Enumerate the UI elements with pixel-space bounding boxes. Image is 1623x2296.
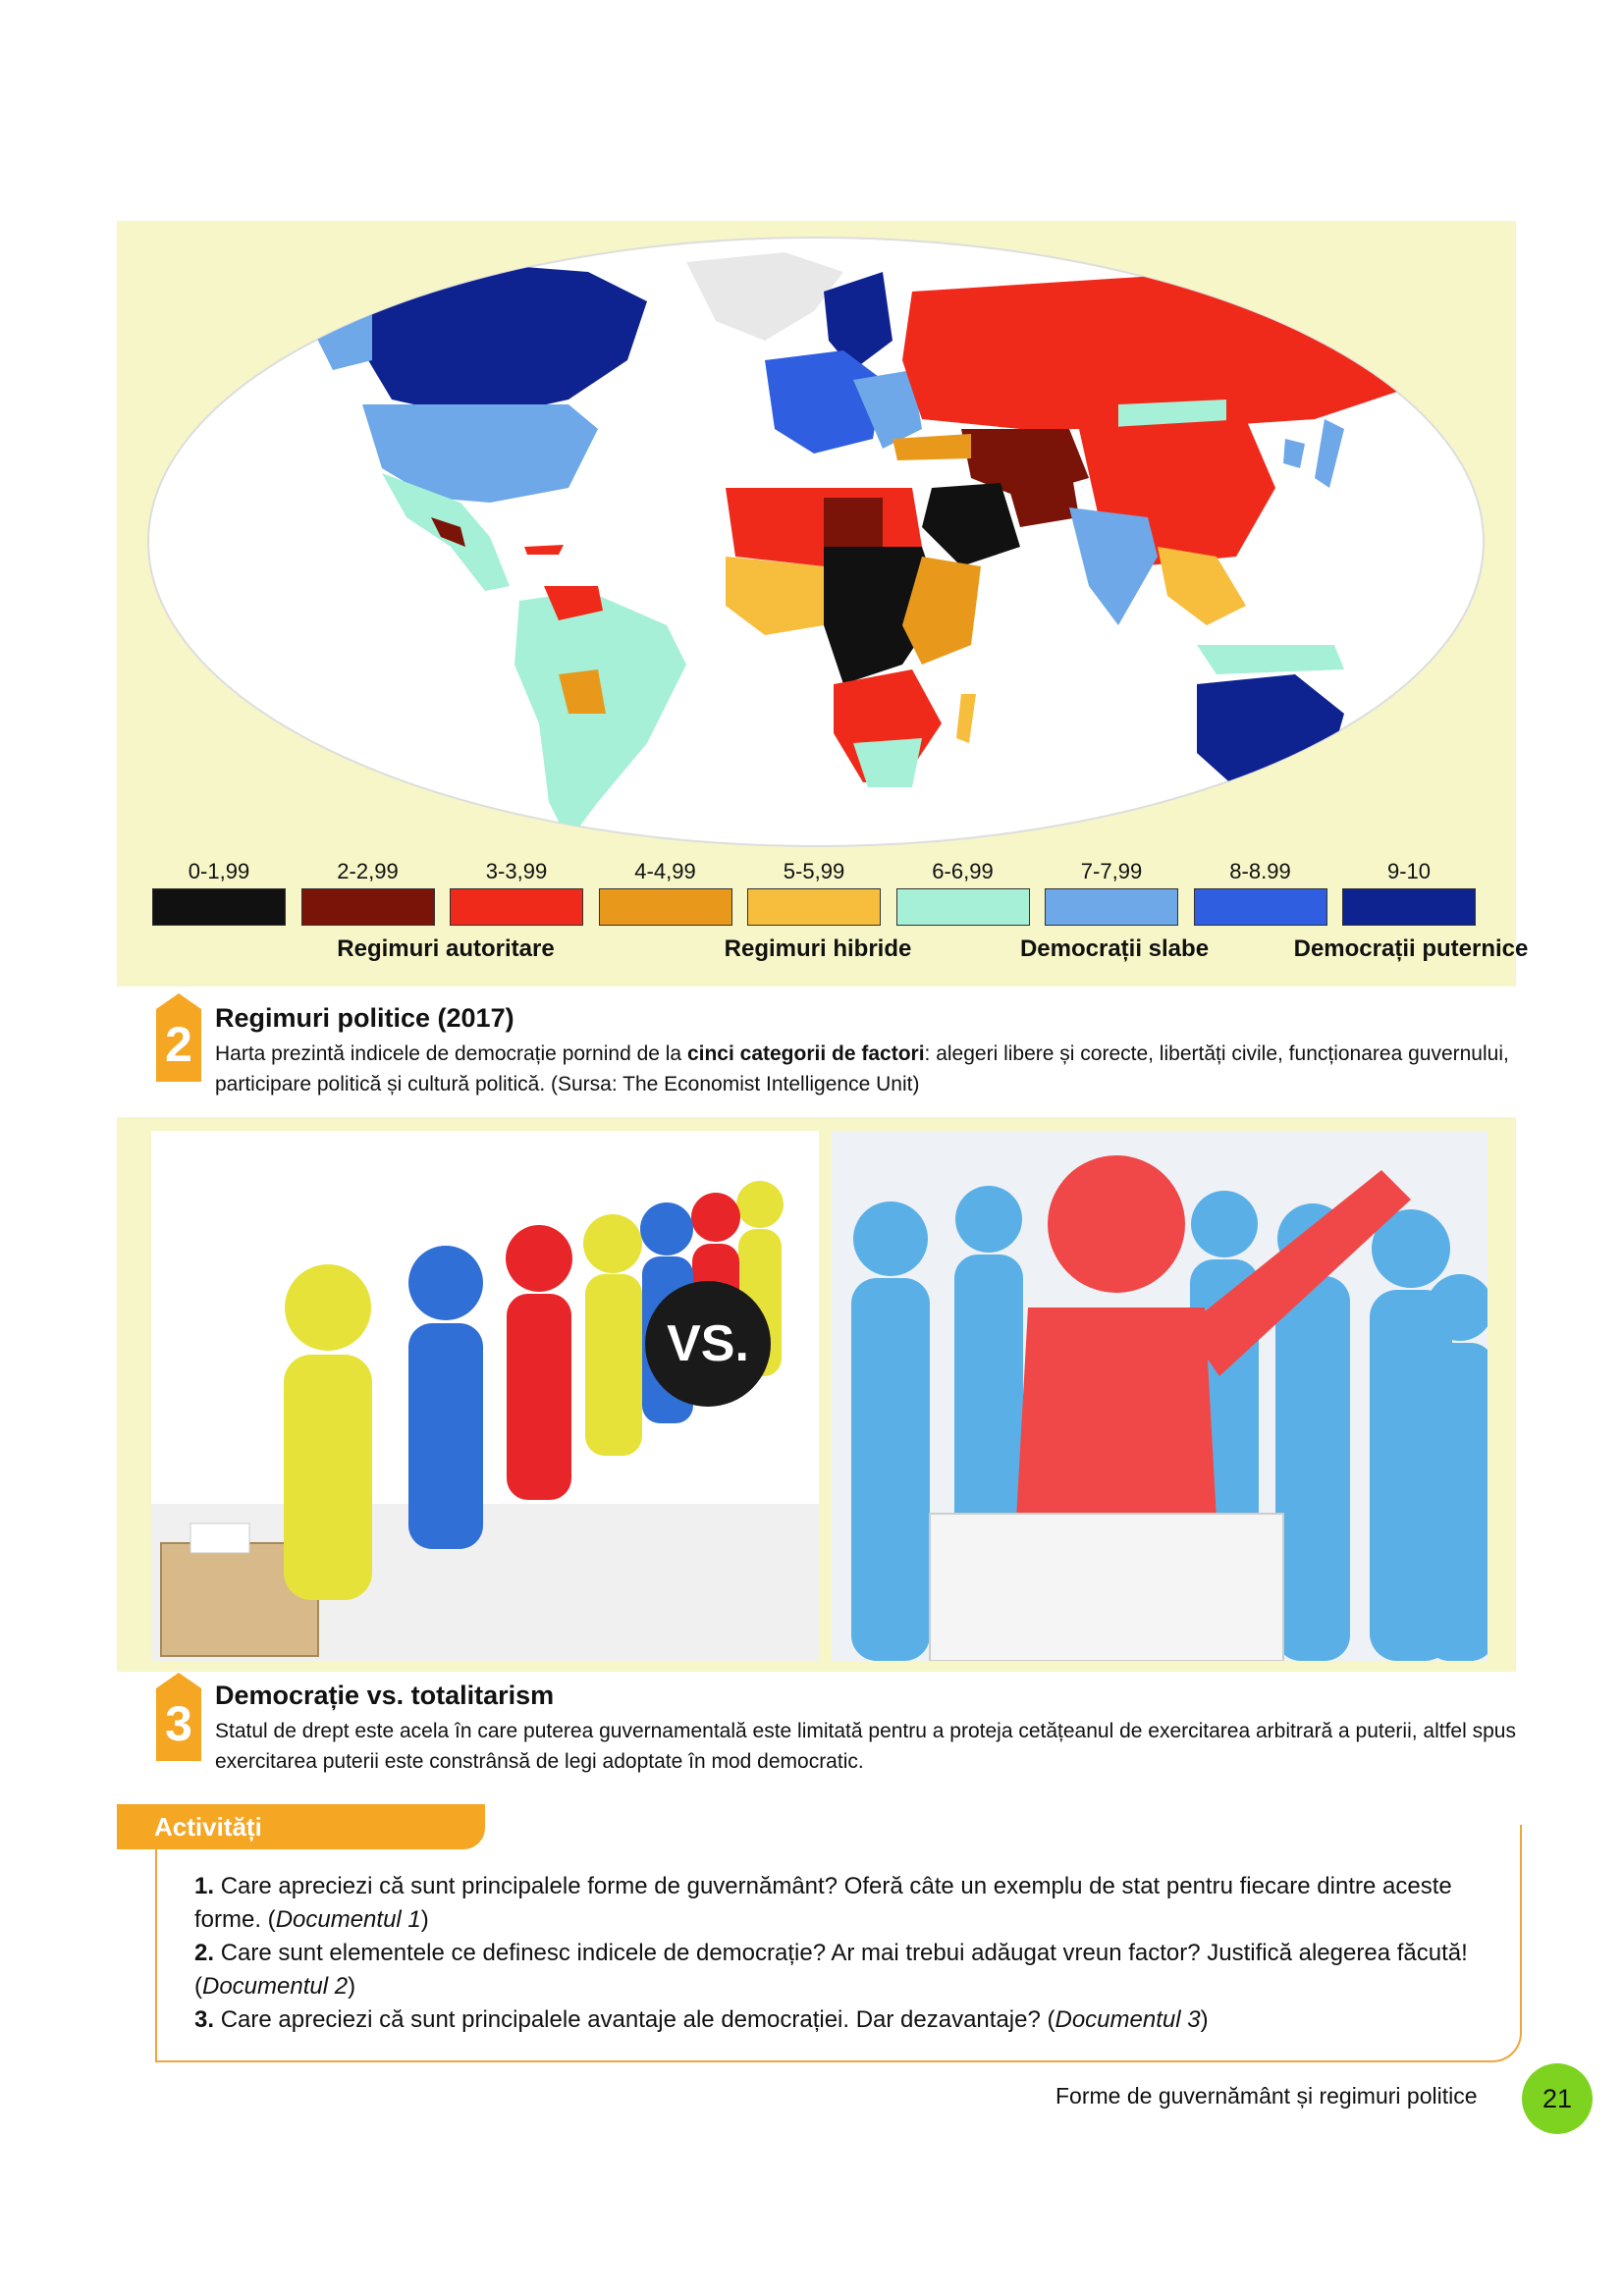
activities-tab — [117, 1804, 485, 1849]
legend-color-swatch — [152, 888, 286, 926]
doc-2-caption-part1: Harta prezintă indicele de democrație pornind de la — [215, 1042, 687, 1065]
legend-color-swatch — [896, 888, 1030, 926]
new-zealand-region — [1359, 777, 1393, 822]
page-number: 21 — [1522, 2063, 1593, 2134]
legend-range-label: 7-7,99 — [1080, 859, 1143, 883]
legend-range-label: 4-4,99 — [634, 859, 696, 883]
category-label-flawed-democracies: Democrații slabe — [1019, 935, 1210, 962]
doc-2-marker — [156, 993, 201, 1082]
legend-range-label: 5-5,99 — [783, 859, 845, 883]
category-label-full-democracies: Democrații puternice — [1293, 935, 1529, 962]
legend-color-swatch — [1342, 888, 1476, 926]
doc-2-number: 2 — [165, 1017, 192, 1072]
legend-range-label: 2-2,99 — [337, 859, 399, 883]
activity-3-end: ) — [1200, 2006, 1209, 2033]
democracy-vs-totalitarism-picture-panel — [117, 1117, 1516, 1672]
activities-list — [194, 1870, 1490, 2037]
footer-chapter-title: Forme de guvernământ și regimuri politice — [1055, 2083, 1478, 2109]
doc-2-title: Regimuri politice (2017) — [215, 1003, 514, 1033]
activity-1-number: 1. — [194, 1873, 215, 1899]
activity-2-end: ) — [348, 1973, 356, 2000]
legend-range-label: 6-6,99 — [932, 859, 994, 883]
doc-3-number: 3 — [165, 1696, 192, 1751]
totalitarian-crowd-illustration — [832, 1131, 1488, 1661]
legend-range-label: 9-10 — [1386, 859, 1432, 883]
legend-color-swatch — [599, 888, 732, 926]
category-label-authoritarian: Regimuri autoritare — [337, 935, 555, 962]
activity-item-3 — [194, 2003, 1490, 2037]
legend-range-label: 8-8.99 — [1229, 859, 1291, 883]
activities-tab-label: Activități — [154, 1812, 262, 1842]
activity-item-1 — [194, 1870, 1490, 1937]
world-democracy-map — [136, 233, 1496, 851]
libya-region — [824, 498, 883, 547]
democracy-map-panel — [117, 221, 1529, 987]
activity-1-reference: Documentul 1 — [275, 1906, 421, 1933]
doc-2-caption — [215, 1039, 1521, 1099]
activity-item-2 — [194, 1937, 1490, 2003]
category-label-hybrid: Regimuri hibride — [724, 935, 912, 962]
legend-range-label: 3-3,99 — [485, 859, 548, 883]
doc-2-caption-part2: : alegeri libere și corecte, libertăți civile, funcționarea guvernului, participare politică și cultură politică. (Sursa: The Economist Intelligence Unit) — [215, 1042, 1509, 1095]
doc-3-caption: Statul de drept este acela în care puterea guvernamentală este limitată pentru a proteja cetățeanul de exercitarea arbitrară a puterii, altfel spus exercitarea puterii este constrânsă de legi adoptate în mod democratic. — [215, 1720, 1516, 1773]
legend-swatches — [152, 888, 1478, 928]
legend-color-swatch — [1194, 888, 1327, 926]
vs-badge: VS. — [645, 1281, 771, 1407]
legend-range-labels — [152, 859, 1478, 888]
legend-color-swatch — [747, 888, 881, 926]
activity-3-reference: Documentul 3 — [1055, 2006, 1201, 2033]
activity-3-text: Care apreciezi că sunt principalele avantaje ale democrației. Dar dezavantaje? ( — [220, 2006, 1055, 2033]
activity-2-number: 2. — [194, 1940, 215, 1966]
legend-color-swatch — [1045, 888, 1178, 926]
doc-3-marker — [156, 1673, 201, 1761]
activity-1-end: ) — [420, 1906, 429, 1933]
leader-and-crowd-illustration — [832, 1131, 1488, 1661]
activity-3-number: 3. — [194, 2006, 215, 2033]
doc-3-title: Democrație vs. totalitarism — [215, 1681, 555, 1710]
activities-box — [155, 1825, 1522, 2062]
indonesia-region — [1197, 645, 1344, 674]
legend-range-label: 0-1,99 — [188, 859, 250, 883]
doc-2-caption-bold: cinci categorii de factori — [686, 1042, 925, 1065]
activity-2-reference: Documentul 2 — [202, 1973, 349, 2000]
activity-1-text: Care apreciezi că sunt principalele forme de guvernământ? Oferă câte un exemplu de stat pentru fiecare dintre aceste forme. ( — [194, 1873, 1452, 1933]
legend-color-swatch — [301, 888, 435, 926]
activity-2-text: Care sunt elementele ce definesc indicele de democrație? Ar mai trebui adăugat vreun factor? Justifică alegerea făcută! ( — [194, 1940, 1468, 2000]
legend-color-swatch — [450, 888, 583, 926]
